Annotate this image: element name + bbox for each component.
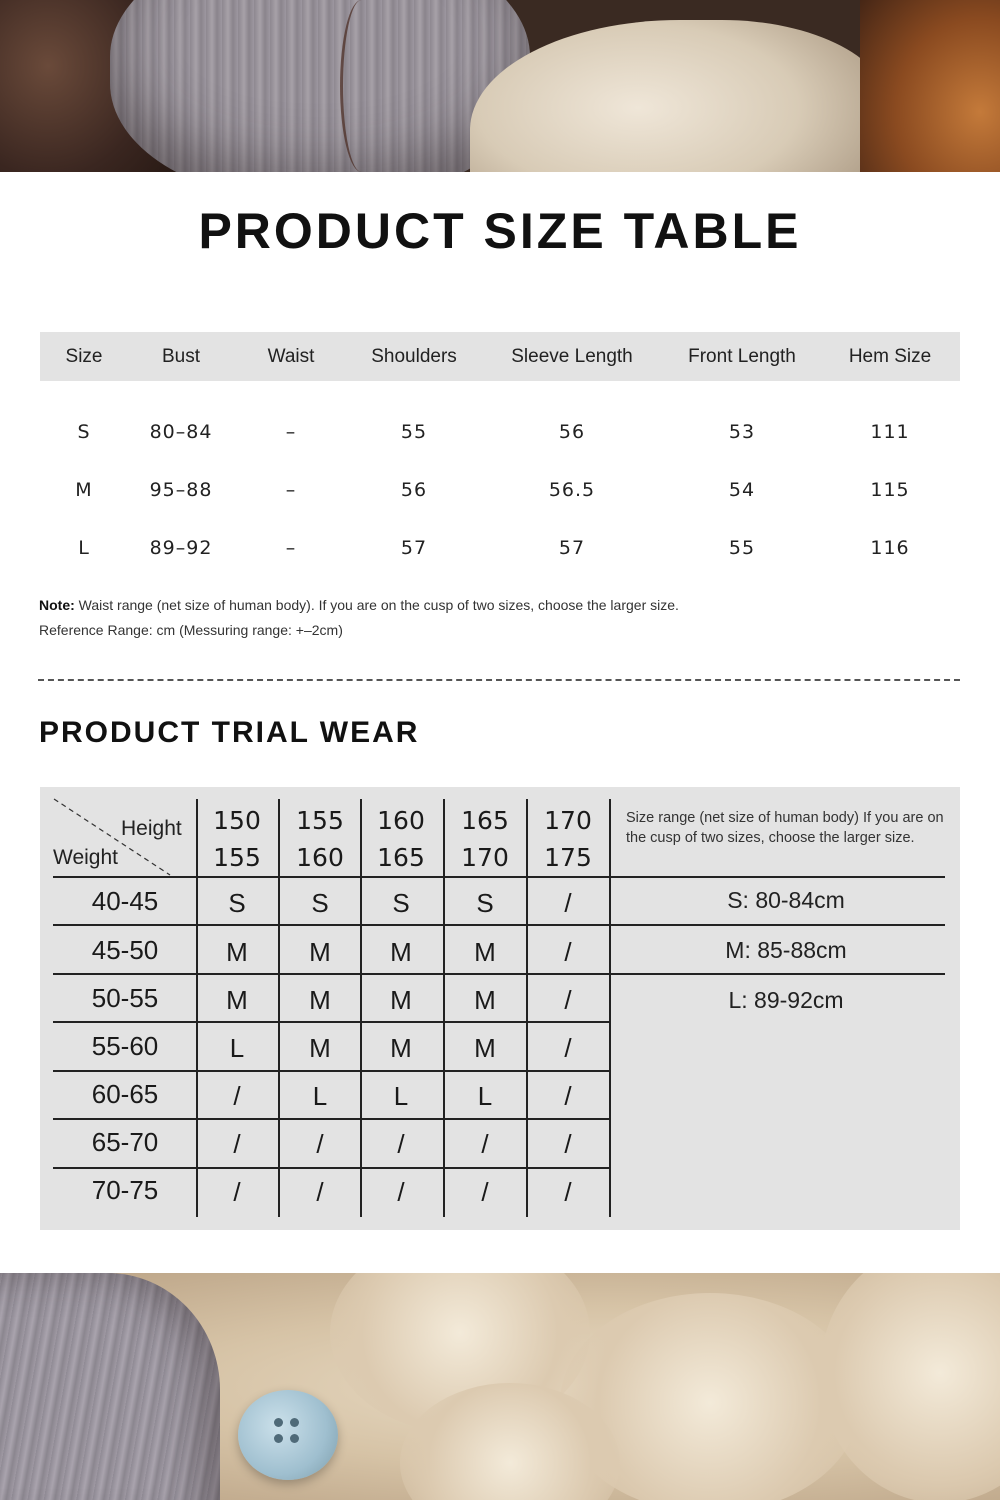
size-range-l: L: 89-92cm (728, 987, 844, 1013)
height-from: 155 (296, 806, 344, 835)
size-cell: / (481, 1129, 489, 1159)
weight-label: 50-55 (91, 983, 159, 1013)
note-text: Waist range (net size of human body). If you are on the cusp of two sizes, choose the larger size. (74, 597, 679, 613)
grid-line (53, 973, 945, 975)
size-cell: M (474, 937, 496, 967)
height-from: 160 (377, 806, 425, 835)
size-cell: L (393, 1081, 409, 1111)
grid-line (526, 799, 528, 1217)
table-cell: 95–88 (149, 479, 213, 501)
table-cell: 115 (870, 479, 910, 501)
size-cell: S (311, 888, 329, 918)
grid-line (53, 1021, 610, 1023)
height-from: 170 (544, 806, 592, 835)
column-header: Size (65, 346, 103, 367)
size-cell: M (390, 1033, 412, 1063)
size-range-s: S: 80-84cm (727, 887, 845, 913)
grid-line (53, 876, 945, 878)
table-cell: – (285, 537, 297, 559)
height-header (296, 802, 344, 876)
column-header: Waist (267, 346, 315, 367)
weight-label: 70-75 (91, 1175, 159, 1205)
size-cell: M (309, 985, 331, 1015)
size-cell: / (233, 1177, 241, 1207)
size-cell: / (397, 1129, 405, 1159)
size-cell: L (312, 1081, 328, 1111)
size-cell: M (390, 937, 412, 967)
size-cell: / (316, 1177, 324, 1207)
table-cell: 56 (400, 479, 428, 501)
size-cell: S (392, 888, 410, 918)
bottom-product-photo (0, 1273, 1000, 1500)
table-cell: 56 (558, 421, 586, 443)
table-cell: 55 (400, 421, 428, 443)
size-cell: M (226, 985, 248, 1015)
table-row (40, 537, 960, 577)
height-to: 165 (377, 843, 425, 872)
top-product-photo (0, 0, 1000, 172)
table-cell: S (77, 421, 91, 443)
height-to: 170 (461, 843, 509, 872)
weight-label: 40-45 (91, 886, 159, 916)
size-table (40, 332, 960, 559)
table-cell: 89–92 (149, 537, 213, 559)
size-cell: S (476, 888, 494, 918)
column-header: Front Length (688, 346, 796, 367)
note-label: Note: (39, 597, 75, 613)
size-cell: M (474, 985, 496, 1015)
column-header: Sleeve Length (511, 346, 633, 367)
size-note (39, 597, 679, 613)
table-cell: L (78, 537, 90, 559)
table-cell: – (285, 479, 297, 501)
table-cell: 55 (728, 537, 756, 559)
reference-range: Reference Range: cm (Messuring range: +–2cm) (39, 622, 343, 638)
size-table-header (40, 332, 960, 381)
dashed-divider (38, 679, 960, 681)
height-to: 160 (296, 843, 344, 872)
size-cell: M (474, 1033, 496, 1063)
column-header: Bust (161, 346, 201, 367)
height-to: 175 (544, 843, 592, 872)
grid-line (196, 799, 198, 1217)
table-row (40, 421, 960, 461)
size-range-m: M: 85-88cm (725, 937, 847, 963)
weight-label: 60-65 (91, 1079, 159, 1109)
table-cell: 53 (728, 421, 756, 443)
weight-label: 65-70 (91, 1127, 159, 1157)
column-header: Shoulders (371, 346, 457, 367)
height-from: 150 (213, 806, 261, 835)
size-cell: S (228, 888, 246, 918)
height-header (213, 802, 261, 876)
height-header (461, 802, 509, 876)
weight-label: 55-60 (91, 1031, 159, 1061)
size-cell: M (390, 985, 412, 1015)
grid-line (278, 799, 280, 1217)
height-header (377, 802, 425, 876)
size-cell: M (309, 937, 331, 967)
size-cell: / (564, 937, 572, 967)
size-cell: / (397, 1177, 405, 1207)
table-cell: 54 (728, 479, 756, 501)
size-cell: / (564, 1177, 572, 1207)
table-row (40, 479, 960, 519)
table-cell: 116 (870, 537, 910, 559)
grid-line (360, 799, 362, 1217)
size-cell: / (233, 1081, 241, 1111)
table-cell: 57 (400, 537, 428, 559)
grid-line (443, 799, 445, 1217)
size-table-title: PRODUCT SIZE TABLE (198, 203, 802, 259)
size-range-note: Size range (net size of human body) If you are on the cusp of two sizes, choose the larger size. (626, 810, 944, 846)
grid-line (53, 1167, 610, 1169)
size-cell: / (233, 1129, 241, 1159)
weight-label: 45-50 (91, 935, 159, 965)
size-cell: L (477, 1081, 493, 1111)
column-header: Hem Size (848, 346, 932, 367)
size-cell: / (564, 888, 572, 918)
coat-button-image (238, 1390, 338, 1480)
height-to: 155 (213, 843, 261, 872)
table-cell: 56.5 (548, 479, 596, 501)
size-cell: / (316, 1129, 324, 1159)
grid-line (53, 1118, 610, 1120)
size-cell: M (309, 1033, 331, 1063)
table-cell: – (285, 421, 297, 443)
size-cell: L (229, 1033, 245, 1063)
size-cell: / (564, 1033, 572, 1063)
trial-wear-title: PRODUCT TRIAL WEAR (39, 716, 420, 749)
table-cell: M (75, 479, 93, 501)
size-cell: / (564, 1129, 572, 1159)
size-cell: / (564, 985, 572, 1015)
size-cell: / (481, 1177, 489, 1207)
grid-line (609, 799, 611, 1217)
height-axis-label: Height (121, 817, 182, 840)
table-cell: 111 (870, 421, 910, 443)
table-cell: 80–84 (149, 421, 213, 443)
grid-line (53, 924, 945, 926)
height-from: 165 (461, 806, 509, 835)
grid-line (53, 1070, 610, 1072)
table-cell: 57 (558, 537, 586, 559)
size-cell: M (226, 937, 248, 967)
size-cell: / (564, 1081, 572, 1111)
height-header (544, 802, 592, 876)
weight-axis-label: Weight (53, 846, 118, 869)
